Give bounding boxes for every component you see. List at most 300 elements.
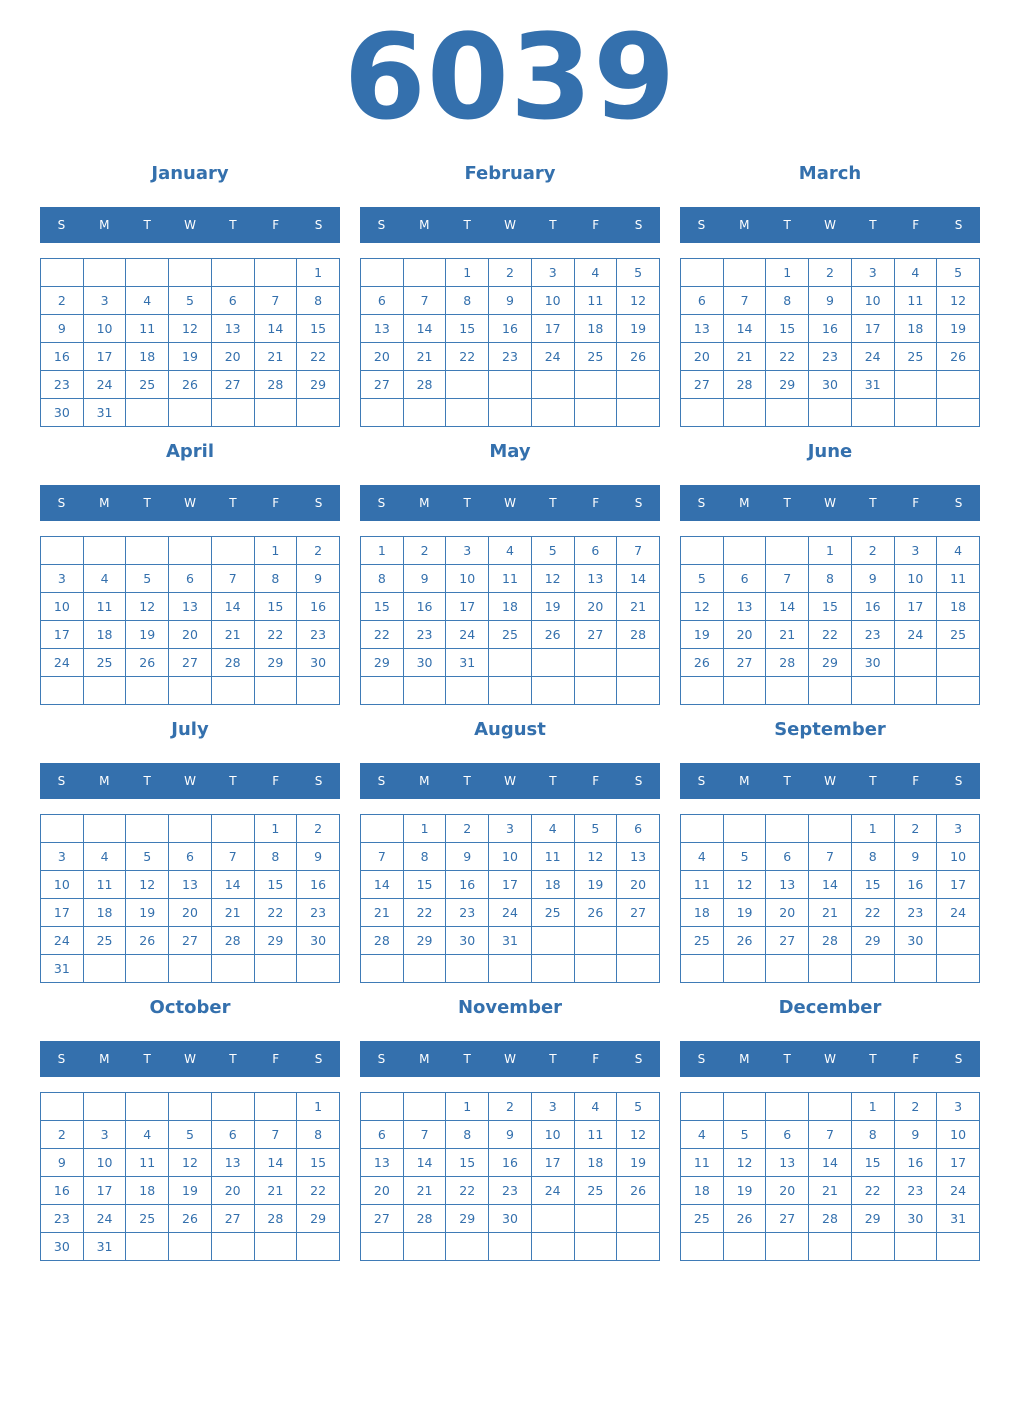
weekday-label: T — [229, 218, 237, 232]
day-cell: 13 — [681, 315, 724, 343]
day-cell: 14 — [809, 1149, 852, 1177]
day-cell: 25 — [126, 371, 169, 399]
week-row — [361, 899, 660, 927]
day-cell: 5 — [681, 565, 724, 593]
empty-day-cell — [297, 399, 340, 427]
month-name: October — [149, 997, 231, 1018]
day-cell: 9 — [403, 565, 446, 593]
weekday-label: F — [272, 774, 280, 788]
day-cell: 18 — [937, 593, 980, 621]
week-row — [681, 815, 980, 843]
day-cell: 20 — [617, 871, 660, 899]
empty-day-cell — [723, 677, 766, 705]
day-cell: 15 — [297, 1149, 340, 1177]
day-cell: 14 — [361, 871, 404, 899]
day-cell: 11 — [937, 565, 980, 593]
day-cell: 12 — [723, 871, 766, 899]
day-cell: 3 — [446, 537, 489, 565]
week-row — [681, 843, 980, 871]
day-cell: 3 — [489, 815, 532, 843]
day-cell: 12 — [937, 287, 980, 315]
empty-day-cell — [126, 677, 169, 705]
day-cell: 24 — [851, 343, 894, 371]
week-row — [41, 1121, 340, 1149]
day-cell: 7 — [617, 537, 660, 565]
empty-day-cell — [894, 371, 937, 399]
day-cell: 16 — [809, 315, 852, 343]
day-cell: 25 — [126, 1205, 169, 1233]
weekday-label: T — [229, 774, 237, 788]
empty-day-cell — [851, 677, 894, 705]
weekday-label: M — [739, 218, 750, 232]
week-row — [681, 371, 980, 399]
day-cell: 26 — [723, 927, 766, 955]
weekday-label: M — [419, 218, 430, 232]
day-cell: 13 — [361, 315, 404, 343]
empty-day-cell — [766, 955, 809, 983]
weekday-label: W — [184, 496, 196, 510]
day-cell: 18 — [531, 871, 574, 899]
day-cell: 6 — [574, 537, 617, 565]
weekday-label: S — [377, 1052, 386, 1066]
day-cell: 15 — [254, 593, 297, 621]
day-cell: 13 — [574, 565, 617, 593]
month-name: September — [774, 719, 886, 740]
day-cell: 22 — [446, 343, 489, 371]
weekday-header — [360, 1041, 660, 1077]
day-cell: 31 — [937, 1205, 980, 1233]
day-cell: 6 — [681, 287, 724, 315]
day-cell: 5 — [937, 259, 980, 287]
day-cell: 7 — [361, 843, 404, 871]
day-cell: 26 — [126, 649, 169, 677]
day-cell: 31 — [446, 649, 489, 677]
empty-day-cell — [937, 955, 980, 983]
week-row — [41, 1177, 340, 1205]
day-cell: 7 — [254, 287, 297, 315]
day-cell: 2 — [894, 1093, 937, 1121]
week-row — [361, 955, 660, 983]
day-cell: 4 — [83, 843, 126, 871]
week-row — [41, 1233, 340, 1261]
empty-day-cell — [169, 259, 212, 287]
weekday-label: T — [549, 218, 557, 232]
day-cell: 25 — [489, 621, 532, 649]
empty-day-cell — [126, 1233, 169, 1261]
day-cell: 14 — [211, 593, 254, 621]
empty-day-cell — [211, 399, 254, 427]
empty-day-cell — [41, 677, 84, 705]
day-cell: 21 — [617, 593, 660, 621]
weekday-header — [360, 763, 660, 799]
day-cell: 12 — [531, 565, 574, 593]
day-cell: 20 — [361, 1177, 404, 1205]
day-cell: 8 — [766, 287, 809, 315]
empty-day-cell — [211, 537, 254, 565]
day-cell: 16 — [403, 593, 446, 621]
day-cell: 27 — [211, 371, 254, 399]
day-cell: 3 — [851, 259, 894, 287]
empty-day-cell — [297, 677, 340, 705]
day-cell: 30 — [41, 399, 84, 427]
day-cell: 12 — [617, 287, 660, 315]
day-cell: 19 — [169, 1177, 212, 1205]
day-cell: 22 — [809, 621, 852, 649]
day-cell: 1 — [254, 815, 297, 843]
week-row — [361, 287, 660, 315]
weekday-label: S — [634, 774, 643, 788]
week-row — [361, 1205, 660, 1233]
empty-day-cell — [41, 1093, 84, 1121]
day-cell: 6 — [211, 1121, 254, 1149]
day-cell: 11 — [681, 871, 724, 899]
day-cell: 13 — [723, 593, 766, 621]
day-grid — [40, 814, 340, 983]
day-cell: 30 — [851, 649, 894, 677]
empty-day-cell — [766, 537, 809, 565]
day-cell: 15 — [254, 871, 297, 899]
day-cell: 15 — [851, 871, 894, 899]
empty-day-cell — [41, 815, 84, 843]
day-cell: 23 — [851, 621, 894, 649]
week-row — [681, 871, 980, 899]
day-cell: 4 — [83, 565, 126, 593]
weekday-label: T — [143, 496, 151, 510]
day-cell: 25 — [894, 343, 937, 371]
day-grid — [360, 258, 660, 427]
weekday-header — [40, 485, 340, 521]
day-cell: 31 — [851, 371, 894, 399]
week-row — [681, 593, 980, 621]
day-cell: 17 — [937, 1149, 980, 1177]
weekday-label: M — [99, 218, 110, 232]
day-cell: 17 — [894, 593, 937, 621]
empty-day-cell — [766, 677, 809, 705]
day-cell: 7 — [723, 287, 766, 315]
day-cell: 30 — [894, 927, 937, 955]
day-cell: 25 — [574, 343, 617, 371]
week-row — [361, 649, 660, 677]
day-cell: 24 — [446, 621, 489, 649]
day-grid — [40, 536, 340, 705]
day-cell: 28 — [254, 1205, 297, 1233]
empty-day-cell — [403, 677, 446, 705]
empty-day-cell — [937, 677, 980, 705]
day-cell: 24 — [531, 1177, 574, 1205]
day-cell: 3 — [531, 259, 574, 287]
day-cell: 30 — [446, 927, 489, 955]
empty-day-cell — [254, 399, 297, 427]
day-cell: 13 — [169, 871, 212, 899]
day-cell: 11 — [489, 565, 532, 593]
day-cell: 20 — [169, 621, 212, 649]
week-row — [41, 1205, 340, 1233]
day-grid — [680, 1092, 980, 1261]
empty-day-cell — [361, 815, 404, 843]
day-cell: 11 — [126, 1149, 169, 1177]
empty-day-cell — [809, 677, 852, 705]
empty-day-cell — [531, 955, 574, 983]
day-cell: 9 — [894, 843, 937, 871]
day-cell: 29 — [254, 649, 297, 677]
day-cell: 18 — [574, 1149, 617, 1177]
day-grid — [680, 814, 980, 983]
day-cell: 29 — [297, 371, 340, 399]
weekday-label: T — [463, 1052, 471, 1066]
empty-day-cell — [126, 399, 169, 427]
weekday-label: T — [783, 774, 791, 788]
week-row — [361, 1233, 660, 1261]
day-cell: 1 — [297, 259, 340, 287]
day-cell: 10 — [937, 1121, 980, 1149]
day-cell: 12 — [126, 593, 169, 621]
day-grid — [40, 1092, 340, 1261]
day-cell: 7 — [211, 565, 254, 593]
day-cell: 16 — [851, 593, 894, 621]
empty-day-cell — [361, 399, 404, 427]
day-cell: 22 — [254, 899, 297, 927]
day-cell: 8 — [446, 287, 489, 315]
week-row — [41, 1149, 340, 1177]
day-cell: 26 — [531, 621, 574, 649]
day-cell: 3 — [41, 843, 84, 871]
day-cell: 1 — [446, 1093, 489, 1121]
weekday-label: S — [57, 774, 66, 788]
weekday-label: T — [463, 496, 471, 510]
day-cell: 23 — [297, 899, 340, 927]
weekday-header — [680, 207, 980, 243]
empty-day-cell — [809, 399, 852, 427]
weekday-header — [40, 207, 340, 243]
month-name: February — [464, 163, 556, 184]
day-cell: 3 — [41, 565, 84, 593]
weekday-label: T — [229, 1052, 237, 1066]
day-cell: 2 — [489, 1093, 532, 1121]
day-cell: 11 — [574, 1121, 617, 1149]
weekday-label: F — [272, 218, 280, 232]
day-cell: 14 — [766, 593, 809, 621]
empty-day-cell — [894, 649, 937, 677]
week-row — [41, 815, 340, 843]
day-cell: 16 — [297, 593, 340, 621]
day-cell: 5 — [617, 1093, 660, 1121]
empty-day-cell — [169, 1233, 212, 1261]
day-cell: 30 — [809, 371, 852, 399]
empty-day-cell — [531, 399, 574, 427]
day-cell: 9 — [851, 565, 894, 593]
empty-day-cell — [937, 399, 980, 427]
day-grid — [680, 536, 980, 705]
day-cell: 26 — [574, 899, 617, 927]
day-cell: 30 — [894, 1205, 937, 1233]
day-cell: 24 — [937, 899, 980, 927]
day-cell: 3 — [894, 537, 937, 565]
weekday-label: W — [504, 774, 516, 788]
empty-day-cell — [489, 399, 532, 427]
weekday-label: S — [634, 218, 643, 232]
empty-day-cell — [681, 259, 724, 287]
empty-day-cell — [361, 1093, 404, 1121]
empty-day-cell — [169, 677, 212, 705]
day-cell: 17 — [489, 871, 532, 899]
day-cell: 19 — [531, 593, 574, 621]
day-cell: 4 — [126, 1121, 169, 1149]
day-cell: 3 — [937, 1093, 980, 1121]
empty-day-cell — [681, 815, 724, 843]
empty-day-cell — [403, 955, 446, 983]
day-cell: 15 — [361, 593, 404, 621]
weekday-label: T — [549, 1052, 557, 1066]
day-cell: 21 — [361, 899, 404, 927]
month-name: December — [778, 997, 882, 1018]
empty-day-cell — [574, 927, 617, 955]
empty-day-cell — [723, 537, 766, 565]
day-cell: 17 — [531, 1149, 574, 1177]
week-row — [361, 371, 660, 399]
day-cell: 24 — [937, 1177, 980, 1205]
empty-day-cell — [681, 677, 724, 705]
day-cell: 10 — [83, 315, 126, 343]
weekday-label: T — [463, 218, 471, 232]
day-cell: 5 — [126, 565, 169, 593]
empty-day-cell — [489, 1233, 532, 1261]
day-cell: 20 — [766, 1177, 809, 1205]
empty-day-cell — [617, 677, 660, 705]
day-cell: 11 — [531, 843, 574, 871]
weekday-label: W — [504, 218, 516, 232]
empty-day-cell — [41, 259, 84, 287]
empty-day-cell — [681, 1233, 724, 1261]
week-row — [361, 1177, 660, 1205]
weekday-label: S — [377, 496, 386, 510]
day-cell: 24 — [83, 371, 126, 399]
weekday-label: T — [143, 1052, 151, 1066]
weekday-label: T — [549, 496, 557, 510]
empty-day-cell — [809, 815, 852, 843]
day-cell: 21 — [723, 343, 766, 371]
week-row — [41, 593, 340, 621]
day-cell: 25 — [681, 1205, 724, 1233]
empty-day-cell — [126, 537, 169, 565]
empty-day-cell — [169, 1093, 212, 1121]
day-cell: 13 — [617, 843, 660, 871]
day-cell: 26 — [617, 343, 660, 371]
day-cell: 20 — [723, 621, 766, 649]
day-cell: 7 — [766, 565, 809, 593]
week-row — [681, 1205, 980, 1233]
empty-day-cell — [574, 955, 617, 983]
empty-day-cell — [446, 371, 489, 399]
day-cell: 13 — [169, 593, 212, 621]
day-cell: 18 — [83, 621, 126, 649]
empty-day-cell — [169, 955, 212, 983]
empty-day-cell — [894, 955, 937, 983]
empty-day-cell — [446, 955, 489, 983]
day-cell: 26 — [169, 371, 212, 399]
day-cell: 6 — [723, 565, 766, 593]
week-row — [361, 537, 660, 565]
empty-day-cell — [254, 259, 297, 287]
month-name: May — [489, 441, 531, 462]
day-cell: 26 — [723, 1205, 766, 1233]
day-cell: 8 — [403, 843, 446, 871]
weekday-label: W — [824, 774, 836, 788]
weekday-label: F — [912, 774, 920, 788]
day-cell: 25 — [681, 927, 724, 955]
weekday-label: F — [272, 496, 280, 510]
month-name: January — [151, 163, 229, 184]
day-cell: 28 — [617, 621, 660, 649]
day-cell: 23 — [489, 1177, 532, 1205]
day-cell: 2 — [894, 815, 937, 843]
weekday-label: T — [869, 1052, 877, 1066]
empty-day-cell — [169, 815, 212, 843]
day-cell: 23 — [446, 899, 489, 927]
empty-day-cell — [446, 399, 489, 427]
empty-day-cell — [83, 537, 126, 565]
weekday-label: S — [634, 1052, 643, 1066]
day-cell: 19 — [126, 621, 169, 649]
day-grid — [360, 814, 660, 983]
day-cell: 4 — [894, 259, 937, 287]
empty-day-cell — [809, 1233, 852, 1261]
empty-day-cell — [574, 371, 617, 399]
day-cell: 17 — [851, 315, 894, 343]
weekday-label: M — [739, 496, 750, 510]
week-row — [361, 815, 660, 843]
weekday-label: M — [99, 1052, 110, 1066]
month-name: July — [171, 719, 209, 740]
weekday-label: T — [783, 496, 791, 510]
empty-day-cell — [851, 399, 894, 427]
week-row — [41, 899, 340, 927]
day-cell: 6 — [766, 843, 809, 871]
day-cell: 10 — [851, 287, 894, 315]
week-row — [41, 537, 340, 565]
day-cell: 16 — [894, 1149, 937, 1177]
week-row — [41, 871, 340, 899]
empty-day-cell — [617, 927, 660, 955]
weekday-label: T — [783, 218, 791, 232]
day-cell: 10 — [937, 843, 980, 871]
day-cell: 14 — [254, 1149, 297, 1177]
day-cell: 8 — [254, 843, 297, 871]
day-cell: 9 — [297, 565, 340, 593]
day-cell: 23 — [41, 1205, 84, 1233]
day-cell: 29 — [851, 1205, 894, 1233]
empty-day-cell — [83, 677, 126, 705]
day-cell: 10 — [531, 287, 574, 315]
day-cell: 5 — [723, 1121, 766, 1149]
week-row — [681, 1233, 980, 1261]
empty-day-cell — [681, 955, 724, 983]
week-row — [361, 1149, 660, 1177]
day-cell: 28 — [211, 649, 254, 677]
weekday-label: W — [824, 1052, 836, 1066]
day-cell: 7 — [211, 843, 254, 871]
day-cell: 21 — [254, 1177, 297, 1205]
weekday-label: T — [143, 774, 151, 788]
day-cell: 18 — [894, 315, 937, 343]
empty-day-cell — [297, 1233, 340, 1261]
day-cell: 5 — [126, 843, 169, 871]
empty-day-cell — [574, 399, 617, 427]
day-cell: 14 — [211, 871, 254, 899]
day-cell: 20 — [211, 343, 254, 371]
day-cell: 2 — [41, 1121, 84, 1149]
day-cell: 23 — [297, 621, 340, 649]
day-cell: 26 — [681, 649, 724, 677]
